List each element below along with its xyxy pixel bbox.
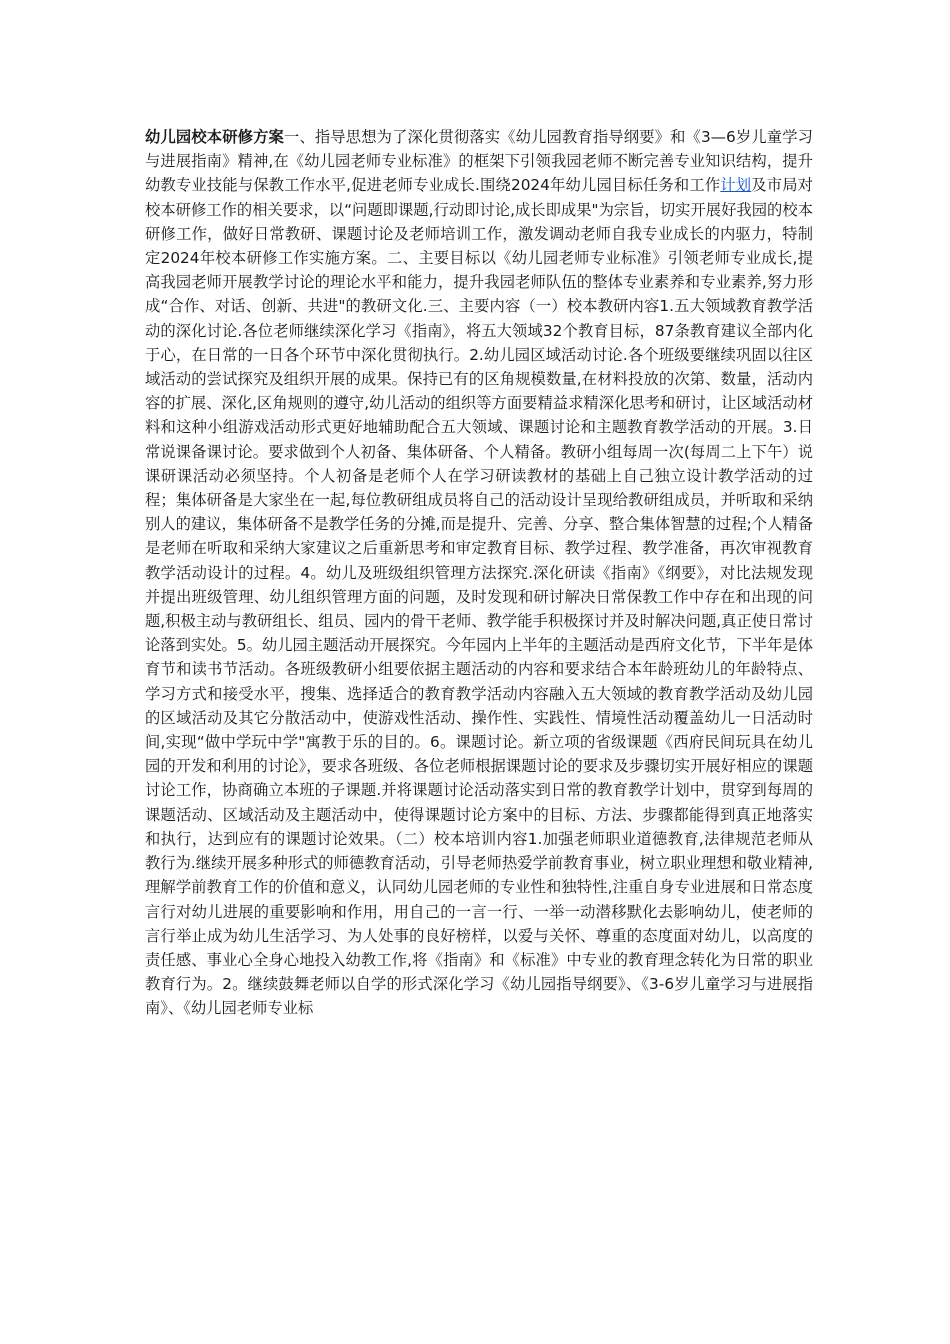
body-paragraph bbox=[145, 125, 813, 1021]
paragraph-text-rest: 及市局对校本研修工作的相关要求，以“问题即课题,行动即讨论,成长即成果"为宗旨，切实开展好我园的校本研修工作，做好日常教研、课题讨论及老师培训工作，激发调动老师自我专业成长的内驱力，特制定2024年校本研修工作实施方案。二、主要目标以《幼儿园老师专业标准》引领老师专业成长,提高我园老师开展教学讨论的理论水平和能力，提升我园老师队伍的整体专业素养和专业素养,努力形成“合作、对话、创新、共进"的教研文化.三、主要内容（一）校本教研内容1.五大领域教育教学活动的深化讨论.各位老师继续深化学习《指南》，将五大领域32个教育目标，87条教育建议全部内化于心，在日常的一日各个环节中深化贯彻执行。2.幼儿园区域活动讨论.各个班级要继续巩固以往区域活动的尝试探究及组织开展的成果。保持已有的区角规模数量,在材料投放的次第、数量，活动内容的扩展、深化,区角规则的遵守,幼儿活动的组织等方面要精益求精深化思考和研讨，让区域活动材料和这种小组游戏活动形式更好地辅助配合五大领域、课题讨论和主题教育教学活动的开展。3.日常说课备课讨论。要求做到个人初备、集体研备、个人精备。教研小组每周一次(每周二上下午）说课研课活动必须坚持。个人初备是老师个人在学习研读教材的基础上自己独立设计教学活动的过程；集体研备是大家坐在一起,每位教研组成员将自己的活动设计呈现给教研组成员，并听取和采纳别人的建议，集体研备不是教学任务的分摊,而是提升、完善、分享、整合集体智慧的过程;个人精备是老师在听取和采纳大家建议之后重新思考和审定教育目标、教学过程、教学准备，再次审视教育教学活动设计的过程。4。幼儿及班级组织管理方法探究.深化研读《指南》《纲要》，对比法规发现并提出班级管理、幼儿组织管理方面的问题，及时发现和研讨解决日常保教工作中存在和出现的问题,积极主动与教研组长、组员、园内的骨干老师、教学能手积极探讨并及时解决问题,真正使日常讨论落到实处。5。幼儿园主题活动开展探究。今年园内上半年的主题活动是西府文化节，下半年是体育节和读书节活动。各班级教研小组要依据主题活动的内容和要求结合本年龄班幼儿的年龄特点、学习方式和接受水平，搜集、选择适合的教育教学活动内容融入五大领域的教育教学活动及幼儿园的区域活动及其它分散活动中，使游戏性活动、操作性、实践性、情境性活动覆盖幼儿一日活动时间,实现“做中学玩中学"寓教于乐的目的。6。课题讨论。新立项的省级课题《西府民间玩具在幼儿园的开发和利用的讨论》，要求各班级、各位老师根据课题讨论的要求及步骤切实开展好相应的课题讨论工作，协商确立本班的子课题.并将课题讨论活动落实到日常的教育教学计划中，贯穿到每周的课题活动、区域活动及主题活动中，使得课题讨论方案中的目标、方法、步骤都能得到真正地落实和执行，达到应有的课题讨论效果。（二）校本培训内容1.加强老师职业道德教育,法律规范老师从教行为.继续开展多种形式的师德教育活动，引导老师热爱学前教育事业，树立职业理想和敬业精神,理解学前教育工作的价值和意义，认同幼儿园老师的专业性和独特性,注重自身专业进展和日常态度言行对幼儿进展的重要影响和作用，用自己的一言一行、一举一动潜移默化去影响幼儿，使老师的言行举止成为幼儿生活学习、为人处事的良好榜样，以爱与关怀、尊重的态度面对幼儿，以高度的责任感、事业心全身心地投入幼教工作,将《指南》和《标准》中专业的教育理念转化为日常的职业教育行为。2。继续鼓舞老师以自学的形式深化学习《幼儿园指导纲要》、《3-6岁儿童学习与进展指南》、《幼儿园老师专业标 bbox=[145, 176, 813, 1018]
document-title: 幼儿园校本研修方案 bbox=[145, 128, 284, 146]
paragraph-text-start: 一、指导思想为了深化贯彻落实《幼儿园教育指导纲要》和《3—6岁儿童学习与进展指南》精神,在《幼儿园老师专业标准》的框架下引领我园老师不断完善专业知识结构，提升幼教专业技能与保教工作水平,促进老师专业成长.围绕2024年幼儿园目标任务和工作 bbox=[145, 128, 813, 195]
plan-link[interactable]: 计划 bbox=[720, 176, 752, 195]
